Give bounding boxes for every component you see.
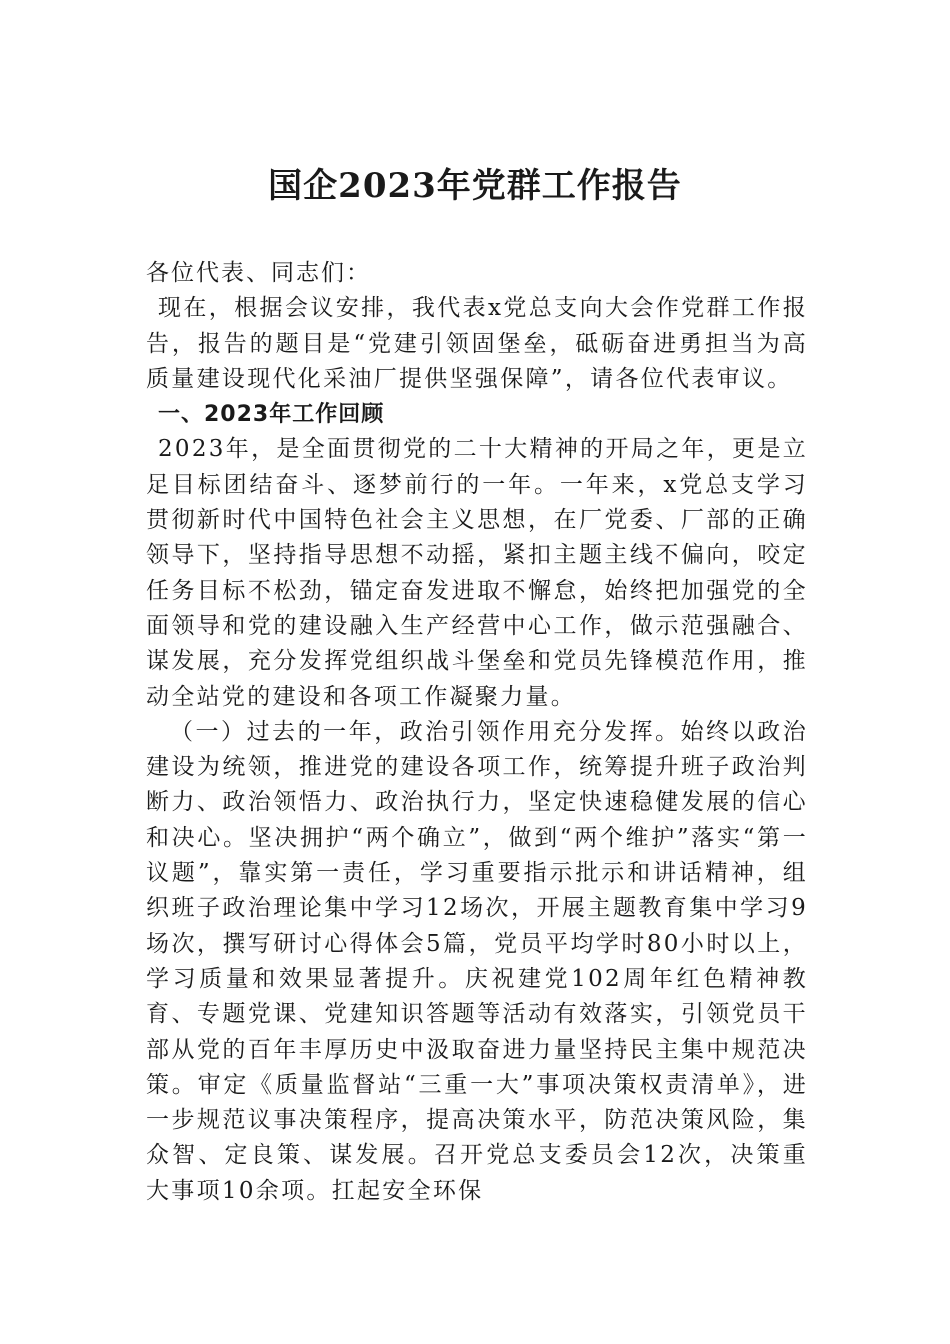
document-title: 国企2023年党群工作报告 [268, 166, 682, 206]
section-heading-review: 一、2023年工作回顾 [158, 402, 385, 428]
salutation: 各位代表、同志们： [146, 260, 371, 286]
document-body [146, 256, 808, 1209]
review-paragraph: 2023年，是全面贯彻党的二十大精神的开局之年，更是立足目标团结奋斗、逐梦前行的一年。一年来，x党总支学习贯彻新时代中国特色社会主义思想，在厂党委、厂部的正确领导下，坚持指导思想不动摇，紧扣主题主线不偏向，咬定任务目标不松劲，锚定奋发进取不懈怠，始终把加强党的全面领导和党的建设融入生产经营中心工作，做示范强融合、谋发展，充分发挥党组织战斗堡垒和党员先锋模范作用，推动全站党的建设和各项工作凝聚力量。 [146, 436, 808, 710]
political-leadership-paragraph [146, 715, 808, 1209]
intro-paragraph: 现在，根据会议安排，我代表x党总支向大会作党群工作报告，报告的题目是“党建引领固堡垒，砥砺奋进勇担当为高质量建设现代化采油厂提供坚强保障”，请各位代表审议。 [146, 295, 808, 392]
subsection-text: 始终以政治建设为统领，推进党的建设各项工作，统筹提升班子政治判断力、政治领悟力、政治执行力，坚定快速稳健发展的信心和决心。坚决拥护“两个确立”，做到“两个维护”落实“第一议题”，靠实第一责任，学习重要指示批示和讲话精神，组织班子政治理论集中学习12场次，开展主题教育集中学习9场次，撰写研讨心得体会5篇，党员平均学时80小时以上，学习质量和效果显著提升。庆祝建党102周年红色精神教育、专题党课、党建知识答题等活动有效落实，引领党员干部从党的百年丰厚历史中汲取奋进力量坚持民主集中规范决策。审定《质量监督站“三重一大”事项决策权责清单》，进一步规范议事决策程序，提高决策水平，防范决策风险，集众智、定良策、谋发展。召开党总支委员会12次，决策重大事项10余项。扛起安全环保 [146, 718, 809, 1204]
subsection-lead: （一）过去的一年，政治引领作用充分发挥。 [170, 718, 681, 745]
